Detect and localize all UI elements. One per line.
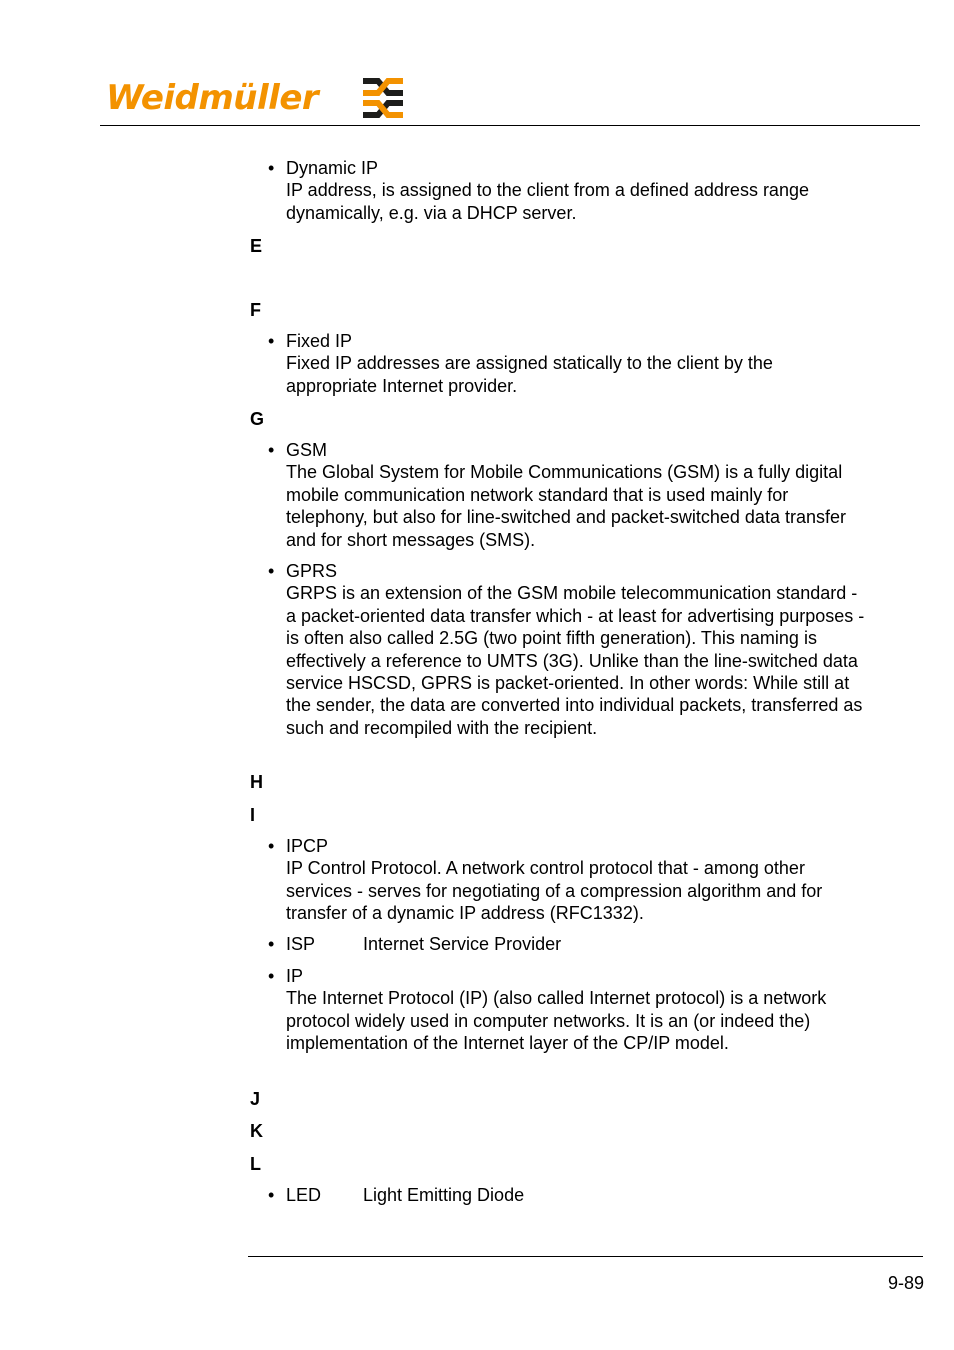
section-letter-h: H <box>250 772 263 792</box>
bullet: • <box>268 934 275 954</box>
footer-divider <box>248 1256 923 1257</box>
bullet: • <box>268 158 275 178</box>
term: GSM <box>286 440 328 460</box>
section-letter-e: E <box>250 236 263 256</box>
term: Dynamic IP <box>286 158 379 178</box>
glossary-entry-fixed-ip <box>268 330 868 397</box>
glossary-entry-dynamic-ip <box>268 157 868 224</box>
definition: IP Control Protocol. A network control protocol that - among other services - serves for negotiating of a compression algorithm and for transfer of a dynamic IP address (RFC1332). <box>286 858 823 924</box>
glossary-entry-led <box>268 1184 868 1206</box>
definition: GRPS is an extension of the GSM mobile telecommunication standard - a packet-oriented data transfer which - at least for advertising purposes - is often also called 2.5G (two point fifth generation). This naming is effectively a reference to UMTS (3G). Unlike than the line-switched data service HSCSD, GPRS is packet-oriented. In other words: While still at the sender, the data are converted into individual packets, transferred as such and recompiled with the recipient. <box>286 583 865 738</box>
bullet: • <box>268 561 275 581</box>
bullet: • <box>268 440 275 460</box>
definition: Internet Service Provider <box>363 934 562 954</box>
section-letter-j: J <box>250 1089 261 1109</box>
section-letter-i: I <box>250 805 256 825</box>
term: GPRS <box>286 561 338 581</box>
definition: IP address, is assigned to the client from a defined address range dynamically, e.g. via a DHCP server. <box>286 180 809 223</box>
glossary-entry-isp <box>268 933 868 955</box>
term: Fixed IP <box>286 331 353 351</box>
definition: Fixed IP addresses are assigned statically to the client by the appropriate Internet provider. <box>286 353 773 396</box>
page-number: 9-89 <box>887 1273 924 1293</box>
section-letter-l: L <box>250 1154 261 1174</box>
logo-wordmark: Weidmüller <box>106 78 319 118</box>
bullet: • <box>268 1185 275 1205</box>
weidmuller-mark-icon <box>360 76 406 120</box>
section-letter-g: G <box>250 409 265 429</box>
definition: Light Emitting Diode <box>363 1185 525 1205</box>
definition: The Global System for Mobile Communications (GSM) is a fully digital mobile communication network standard that is used mainly for telephony, but also for line-switched and packet-switched data transfer and for short messages (SMS). <box>286 462 846 550</box>
bullet: • <box>268 331 275 351</box>
section-letter-f: F <box>250 300 261 320</box>
term: LED <box>286 1185 322 1205</box>
definition: The Internet Protocol (IP) (also called Internet protocol) is a network protocol widely used in computer networks. It is an (or indeed the) implementation of the Internet layer of the CP/IP model. <box>286 988 827 1054</box>
glossary-entry-ipcp <box>268 835 868 925</box>
term: IPCP <box>286 836 329 856</box>
bullet: • <box>268 966 275 986</box>
glossary-entry-gprs <box>268 560 868 739</box>
bullet: • <box>268 836 275 856</box>
glossary-entry-ip <box>268 965 868 1055</box>
glossary-entry-gsm <box>268 439 868 551</box>
section-letter-k: K <box>250 1121 263 1141</box>
header-divider <box>100 125 920 126</box>
term: ISP <box>286 934 316 954</box>
term: IP <box>286 966 304 986</box>
